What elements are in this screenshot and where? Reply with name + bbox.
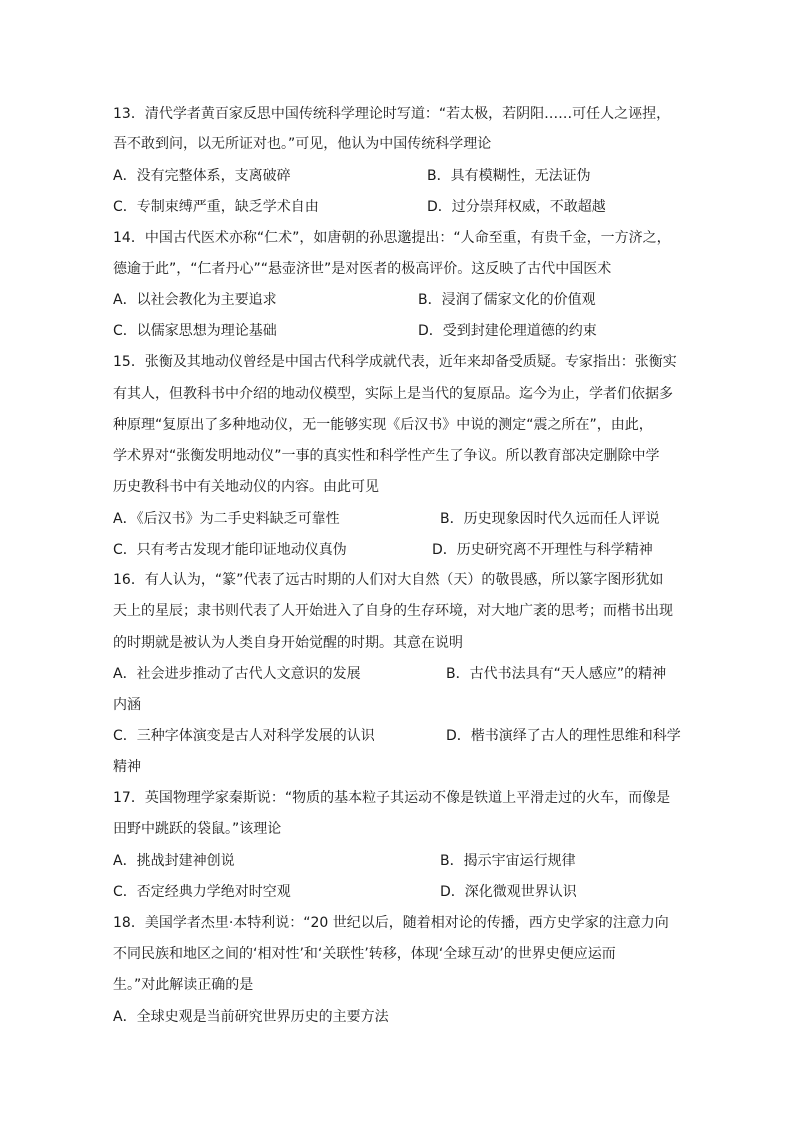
q17-option-b: B．揭示宇宙运行规律 — [440, 853, 576, 869]
q17-stem-line-1: 17．英国物理学家秦斯说：“物质的基本粒子其运动不像是铁道上平滑走过的火车，而像是 — [113, 790, 671, 806]
q13-option-c: C．专制束缚严重，缺乏学术自由 — [113, 199, 319, 215]
q18-stem-line-3: 生。”对此解读正确的是 — [113, 977, 254, 993]
q13-option-d: D．过分崇拜权威，不敢超越 — [427, 199, 606, 215]
q15-option-b: B．历史现象因时代久远而任人评说 — [440, 511, 660, 527]
q13-option-a: A．没有完整体系，支离破碎 — [113, 168, 291, 184]
q13-stem-line-2: 吾不敢到问，以无所证对也。”可见，他认为中国传统科学理论 — [113, 136, 492, 152]
q16-option-a: A．社会进步推动了古代人文意识的发展 — [113, 666, 361, 682]
q15-stem-line-5: 历史教科书中有关地动仪的内容。由此可见 — [113, 479, 379, 495]
q15-option-c: C．只有考古发现才能印证地动仪真伪 — [113, 542, 347, 558]
q14-stem-line-2: 德逾于此”，“仁者丹心”“悬壶济世”是对医者的极高评价。这反映了古代中国医术 — [113, 261, 612, 277]
q17-option-a: A．挑战封建神创说 — [113, 853, 235, 869]
q17-option-c: C．否定经典力学绝对时空观 — [113, 884, 291, 900]
q14-option-c: C．以儒家思想为理论基础 — [113, 323, 277, 339]
q15-option-d: D．历史研究离不开理性与科学精神 — [432, 542, 653, 558]
q15-stem-line-1: 15．张衡及其地动仪曾经是中国古代科学成就代表，近年来却备受质疑。专家指出：张衡实 — [113, 354, 677, 370]
q16-option-b: B．古代书法具有“天人感应”的精神 — [446, 666, 667, 682]
q16-stem-line-3: 的时期就是被认为人类自身开始觉醒的时期。其意在说明 — [113, 635, 463, 651]
q14-stem-line-1: 14．中国古代医术亦称“仁术”，如唐朝的孙思邈提出：“人命至重，有贵千金，一方济之， — [113, 230, 671, 246]
q14-option-a: A．以社会教化为主要追求 — [113, 292, 277, 308]
q15-stem-line-3: 种原理“复原出了多种地动仪，无一能够实现《后汉书》中说的测定“震之所在”，由此， — [113, 417, 653, 433]
q16-option-d-continued: 精神 — [113, 759, 141, 775]
q15-stem-line-2: 有其人，但教科书中介绍的地动仪模型，实际上是当代的复原品。迄今为止，学者们依据多 — [113, 386, 673, 402]
q13-option-b: B．具有模糊性，无法证伪 — [427, 168, 591, 184]
q16-option-d: D．楷书演绎了古人的理性思维和科学 — [446, 728, 681, 744]
q16-stem-line-2: 天上的星辰；隶书则代表了人开始进入了自身的生存环境，对大地广袤的思考；而楷书出现 — [113, 603, 673, 619]
q18-stem-line-1: 18．美国学者杰里·本特利说：“20 世纪以后，随着相对论的传播，西方史学家的注意力向 — [113, 915, 669, 931]
q16-option-b-continued: 内涵 — [113, 697, 141, 713]
q13-stem-line-1: 13．清代学者黄百家反思中国传统科学理论时写道：“若太极，若阴阳……可任人之诬捏， — [113, 106, 671, 122]
q18-option-a: A．全球史观是当前研究世界历史的主要方法 — [113, 1009, 389, 1025]
q16-stem-line-1: 16．有人认为，“篆”代表了远古时期的人们对大自然（天）的敬畏感，所以篆字图形犹如 — [113, 572, 664, 588]
q18-stem-line-2: 不同民族和地区之间的‘相对性’和‘关联性’转移，体现‘全球互动’的世界史便应运而 — [113, 946, 616, 962]
q17-stem-line-2: 田野中跳跃的袋鼠。”该理论 — [113, 821, 282, 837]
q15-stem-line-4: 学术界对“张衡发明地动仪”一事的真实性和科学性产生了争议。所以教育部决定删除中学 — [113, 448, 660, 464]
q16-option-c: C．三种字体演变是古人对科学发展的认识 — [113, 728, 375, 744]
q15-option-a: A．《后汉书》为二手史料缺乏可靠性 — [113, 511, 340, 527]
q17-option-d: D．深化微观世界认识 — [440, 884, 577, 900]
q14-option-d: D．受到封建伦理道德的约束 — [418, 323, 597, 339]
q14-option-b: B．浸润了儒家文化的价值观 — [418, 292, 596, 308]
